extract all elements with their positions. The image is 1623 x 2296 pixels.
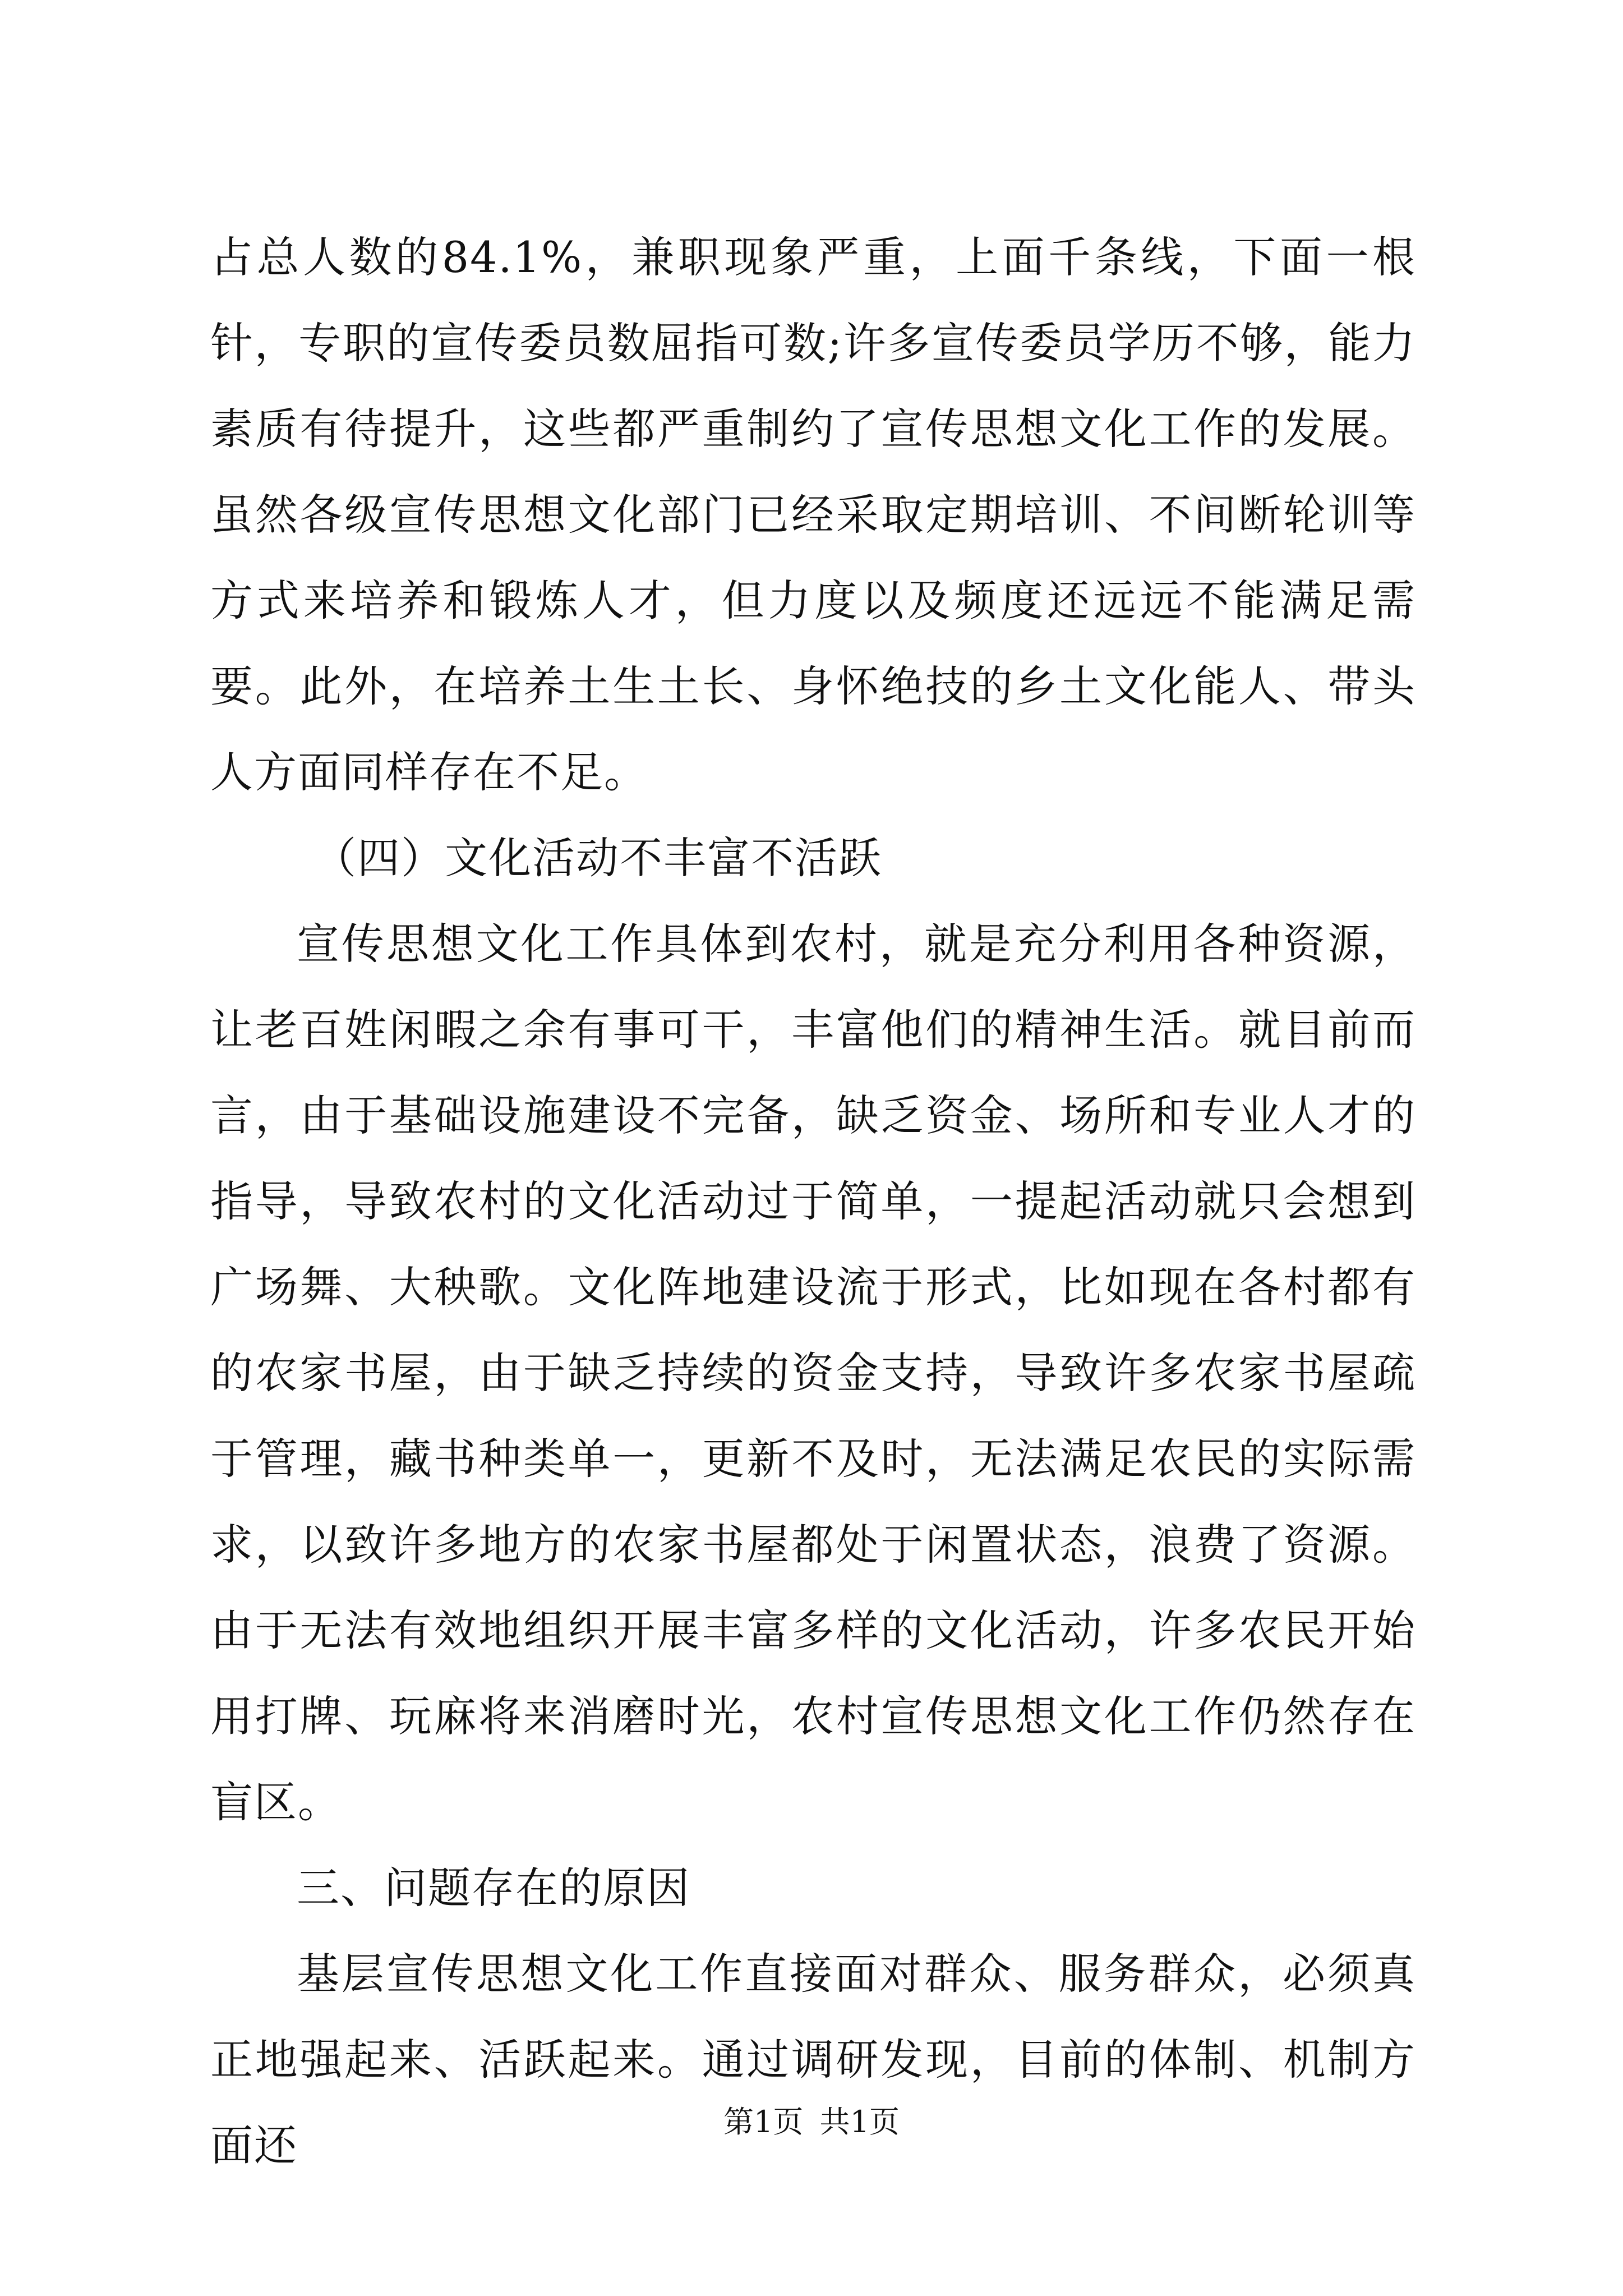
page-total: 共1页 — [819, 2104, 900, 2139]
page-footer — [0, 2102, 1623, 2142]
paragraph: 基层宣传思想文化工作直接面对群众、服务群众，必须真正地强起来、活跃起来。通过调研发现，目前的体制、机制方面还 — [210, 1949, 1416, 2170]
document-body — [210, 214, 1416, 2188]
paragraph: 宣传思想文化工作具体到农村，就是充分利用各种资源，让老百姓闲暇之余有事可干，丰富他们的精神生活。就目前而言，由于基础设施建设不完备，缺乏资金、场所和专业人才的指导，导致农村的文化活动过于简单，一提起活动就只会想到广场舞、大秧歌。文化阵地建设流于形式，比如现在各村都有的农家书屋，由于缺乏持续的资金支持，导致许多农家书屋疏于管理，藏书种类单一，更新不及时，无法满足农民的实际需求，以致许多地方的农家书屋都处于闲置状态，浪费了资源。由于无法有效地组织开展丰富多样的文化活动，许多农民开始用打牌、玩麻将来消磨时光，农村宣传思想文化工作仍然存在盲区。 — [210, 919, 1416, 1827]
subsection-heading: （四）文化活动不丰富不活跃 — [313, 833, 882, 883]
page-number: 第1页 — [723, 2104, 804, 2139]
paragraph-continued: 占总人数的84.1%，兼职现象严重，上面千条线，下面一根针，专职的宣传委员数屈指可数;许多宣传委员学历不够，能力素质有待提升，这些都严重制约了宣传思想文化工作的发展。虽然各级宣传思想文化部门已经采取定期培训、不间断轮训等方式来培养和锻炼人才，但力度以及频度还远远不能满足需要。此外，在培养土生土长、身怀绝技的乡土文化能人、带头人方面同样存在不足。 — [210, 232, 1416, 797]
section-heading: 三、问题存在的原因 — [297, 1863, 690, 1913]
